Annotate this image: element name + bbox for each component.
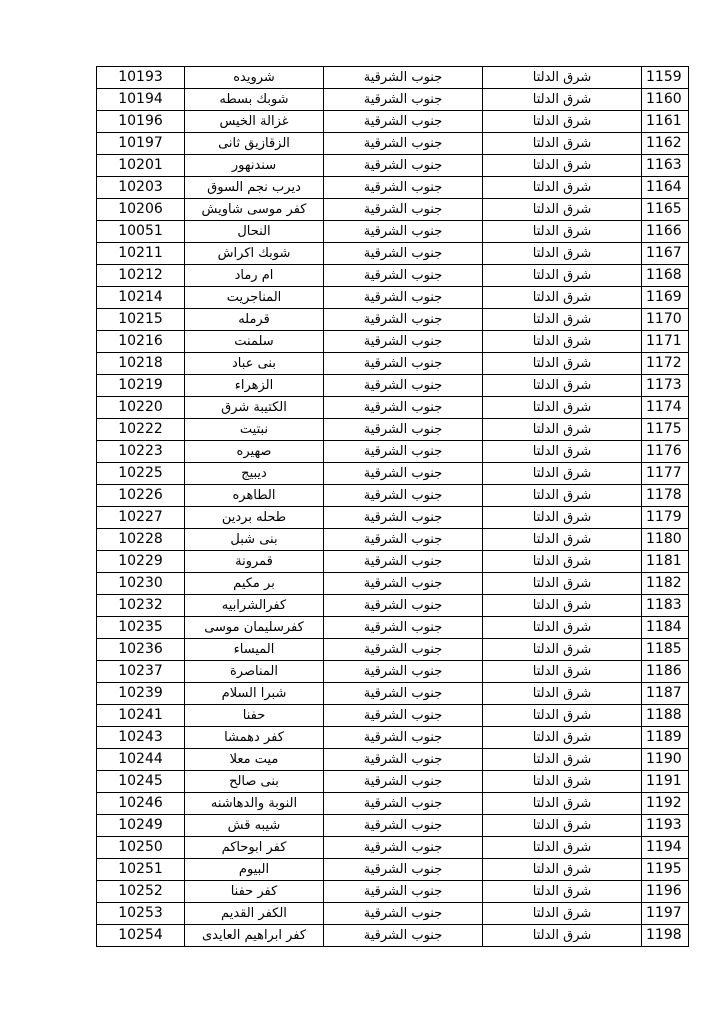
zone-cell: جنوب الشرقية <box>324 903 483 925</box>
table-row <box>97 265 689 287</box>
code-cell: 10218 <box>97 353 185 375</box>
table-row <box>97 837 689 859</box>
row-number-cell: 1191 <box>642 771 689 793</box>
zone-cell: جنوب الشرقية <box>324 133 483 155</box>
zone-cell: جنوب الشرقية <box>324 221 483 243</box>
code-cell: 10219 <box>97 375 185 397</box>
place-name-cell: كفر حفنا <box>185 881 324 903</box>
place-name-cell: حفنا <box>185 705 324 727</box>
place-name-cell: ام رماد <box>185 265 324 287</box>
place-name-cell: الزقازيق ثانى <box>185 133 324 155</box>
zone-cell: جنوب الشرقية <box>324 705 483 727</box>
zone-cell: جنوب الشرقية <box>324 617 483 639</box>
row-number-cell: 1193 <box>642 815 689 837</box>
table-row <box>97 881 689 903</box>
place-name-cell: بنى شبل <box>185 529 324 551</box>
code-cell: 10253 <box>97 903 185 925</box>
table-row <box>97 221 689 243</box>
row-number-cell: 1196 <box>642 881 689 903</box>
code-cell: 10051 <box>97 221 185 243</box>
region-cell: شرق الدلتا <box>483 815 642 837</box>
code-cell: 10232 <box>97 595 185 617</box>
row-number-cell: 1186 <box>642 661 689 683</box>
zone-cell: جنوب الشرقية <box>324 287 483 309</box>
region-cell: شرق الدلتا <box>483 507 642 529</box>
zone-cell: جنوب الشرقية <box>324 419 483 441</box>
region-cell: شرق الدلتا <box>483 529 642 551</box>
zone-cell: جنوب الشرقية <box>324 815 483 837</box>
row-number-cell: 1165 <box>642 199 689 221</box>
table-row <box>97 441 689 463</box>
place-name-cell: قرمله <box>185 309 324 331</box>
table-row <box>97 749 689 771</box>
place-name-cell: المناصرة <box>185 661 324 683</box>
row-number-cell: 1195 <box>642 859 689 881</box>
region-cell: شرق الدلتا <box>483 243 642 265</box>
zone-cell: جنوب الشرقية <box>324 111 483 133</box>
row-number-cell: 1181 <box>642 551 689 573</box>
table-row <box>97 463 689 485</box>
zone-cell: جنوب الشرقية <box>324 727 483 749</box>
region-cell: شرق الدلتا <box>483 111 642 133</box>
table-row <box>97 815 689 837</box>
place-name-cell: ميت معلا <box>185 749 324 771</box>
place-name-cell: شبرا السلام <box>185 683 324 705</box>
zone-cell: جنوب الشرقية <box>324 573 483 595</box>
data-table <box>96 66 689 947</box>
table-row <box>97 727 689 749</box>
region-cell: شرق الدلتا <box>483 353 642 375</box>
code-cell: 10235 <box>97 617 185 639</box>
table-row <box>97 353 689 375</box>
code-cell: 10216 <box>97 331 185 353</box>
code-cell: 10212 <box>97 265 185 287</box>
place-name-cell: شرويده <box>185 67 324 89</box>
zone-cell: جنوب الشرقية <box>324 683 483 705</box>
row-number-cell: 1188 <box>642 705 689 727</box>
table-row <box>97 331 689 353</box>
zone-cell: جنوب الشرقية <box>324 309 483 331</box>
zone-cell: جنوب الشرقية <box>324 397 483 419</box>
zone-cell: جنوب الشرقية <box>324 529 483 551</box>
code-cell: 10197 <box>97 133 185 155</box>
place-name-cell: الميساء <box>185 639 324 661</box>
region-cell: شرق الدلتا <box>483 661 642 683</box>
place-name-cell: بر مكيم <box>185 573 324 595</box>
zone-cell: جنوب الشرقية <box>324 67 483 89</box>
region-cell: شرق الدلتا <box>483 177 642 199</box>
code-cell: 10214 <box>97 287 185 309</box>
zone-cell: جنوب الشرقية <box>324 837 483 859</box>
row-number-cell: 1163 <box>642 155 689 177</box>
table-row <box>97 529 689 551</box>
zone-cell: جنوب الشرقية <box>324 507 483 529</box>
region-cell: شرق الدلتا <box>483 837 642 859</box>
table-row <box>97 111 689 133</box>
place-name-cell: الطاهره <box>185 485 324 507</box>
region-cell: شرق الدلتا <box>483 595 642 617</box>
row-number-cell: 1172 <box>642 353 689 375</box>
place-name-cell: بنى صالح <box>185 771 324 793</box>
code-cell: 10251 <box>97 859 185 881</box>
table-row <box>97 199 689 221</box>
row-number-cell: 1173 <box>642 375 689 397</box>
row-number-cell: 1167 <box>642 243 689 265</box>
table-row <box>97 573 689 595</box>
table-row <box>97 67 689 89</box>
code-cell: 10250 <box>97 837 185 859</box>
code-cell: 10237 <box>97 661 185 683</box>
region-cell: شرق الدلتا <box>483 551 642 573</box>
region-cell: شرق الدلتا <box>483 617 642 639</box>
place-name-cell: كفر دهمشا <box>185 727 324 749</box>
table-row <box>97 309 689 331</box>
region-cell: شرق الدلتا <box>483 221 642 243</box>
code-cell: 10254 <box>97 925 185 947</box>
table-row <box>97 617 689 639</box>
region-cell: شرق الدلتا <box>483 727 642 749</box>
row-number-cell: 1183 <box>642 595 689 617</box>
code-cell: 10203 <box>97 177 185 199</box>
table-row <box>97 243 689 265</box>
zone-cell: جنوب الشرقية <box>324 771 483 793</box>
row-number-cell: 1177 <box>642 463 689 485</box>
code-cell: 10228 <box>97 529 185 551</box>
place-name-cell: كفرسليمان موسى <box>185 617 324 639</box>
code-cell: 10196 <box>97 111 185 133</box>
row-number-cell: 1171 <box>642 331 689 353</box>
code-cell: 10227 <box>97 507 185 529</box>
region-cell: شرق الدلتا <box>483 639 642 661</box>
zone-cell: جنوب الشرقية <box>324 463 483 485</box>
code-cell: 10194 <box>97 89 185 111</box>
zone-cell: جنوب الشرقية <box>324 353 483 375</box>
zone-cell: جنوب الشرقية <box>324 177 483 199</box>
table-row <box>97 177 689 199</box>
region-cell: شرق الدلتا <box>483 881 642 903</box>
place-name-cell: كفر موسى شاويش <box>185 199 324 221</box>
code-cell: 10223 <box>97 441 185 463</box>
table-row <box>97 419 689 441</box>
row-number-cell: 1192 <box>642 793 689 815</box>
code-cell: 10229 <box>97 551 185 573</box>
table-row <box>97 859 689 881</box>
place-name-cell: نبتيت <box>185 419 324 441</box>
row-number-cell: 1170 <box>642 309 689 331</box>
region-cell: شرق الدلتا <box>483 265 642 287</box>
zone-cell: جنوب الشرقية <box>324 639 483 661</box>
row-number-cell: 1161 <box>642 111 689 133</box>
region-cell: شرق الدلتا <box>483 89 642 111</box>
row-number-cell: 1185 <box>642 639 689 661</box>
place-name-cell: البيوم <box>185 859 324 881</box>
row-number-cell: 1169 <box>642 287 689 309</box>
zone-cell: جنوب الشرقية <box>324 551 483 573</box>
zone-cell: جنوب الشرقية <box>324 881 483 903</box>
zone-cell: جنوب الشرقية <box>324 793 483 815</box>
region-cell: شرق الدلتا <box>483 485 642 507</box>
code-cell: 10241 <box>97 705 185 727</box>
region-cell: شرق الدلتا <box>483 749 642 771</box>
code-cell: 10226 <box>97 485 185 507</box>
table-row <box>97 903 689 925</box>
place-name-cell: سلمنت <box>185 331 324 353</box>
table-row <box>97 925 689 947</box>
region-cell: شرق الدلتا <box>483 67 642 89</box>
region-cell: شرق الدلتا <box>483 287 642 309</box>
row-number-cell: 1190 <box>642 749 689 771</box>
row-number-cell: 1182 <box>642 573 689 595</box>
row-number-cell: 1198 <box>642 925 689 947</box>
zone-cell: جنوب الشرقية <box>324 89 483 111</box>
row-number-cell: 1189 <box>642 727 689 749</box>
zone-cell: جنوب الشرقية <box>324 859 483 881</box>
region-cell: شرق الدلتا <box>483 419 642 441</box>
region-cell: شرق الدلتا <box>483 683 642 705</box>
zone-cell: جنوب الشرقية <box>324 661 483 683</box>
zone-cell: جنوب الشرقية <box>324 485 483 507</box>
zone-cell: جنوب الشرقية <box>324 243 483 265</box>
zone-cell: جنوب الشرقية <box>324 265 483 287</box>
place-name-cell: النوبة والدهاشنه <box>185 793 324 815</box>
table-row <box>97 485 689 507</box>
region-cell: شرق الدلتا <box>483 573 642 595</box>
table-row <box>97 397 689 419</box>
code-cell: 10252 <box>97 881 185 903</box>
zone-cell: جنوب الشرقية <box>324 925 483 947</box>
code-cell: 10215 <box>97 309 185 331</box>
table-row <box>97 639 689 661</box>
row-number-cell: 1162 <box>642 133 689 155</box>
row-number-cell: 1159 <box>642 67 689 89</box>
table-row <box>97 375 689 397</box>
place-name-cell: الكفر القديم <box>185 903 324 925</box>
place-name-cell: النحال <box>185 221 324 243</box>
row-number-cell: 1164 <box>642 177 689 199</box>
zone-cell: جنوب الشرقية <box>324 155 483 177</box>
place-name-cell: كفر ابراهيم العايدى <box>185 925 324 947</box>
row-number-cell: 1178 <box>642 485 689 507</box>
zone-cell: جنوب الشرقية <box>324 441 483 463</box>
row-number-cell: 1168 <box>642 265 689 287</box>
place-name-cell: سندنهور <box>185 155 324 177</box>
table-row <box>97 793 689 815</box>
place-name-cell: كفرالشرابيه <box>185 595 324 617</box>
code-cell: 10201 <box>97 155 185 177</box>
code-cell: 10211 <box>97 243 185 265</box>
region-cell: شرق الدلتا <box>483 155 642 177</box>
code-cell: 10239 <box>97 683 185 705</box>
code-cell: 10246 <box>97 793 185 815</box>
table-row <box>97 507 689 529</box>
place-name-cell: غزالة الخيس <box>185 111 324 133</box>
place-name-cell: صهيره <box>185 441 324 463</box>
region-cell: شرق الدلتا <box>483 375 642 397</box>
zone-cell: جنوب الشرقية <box>324 331 483 353</box>
region-cell: شرق الدلتا <box>483 925 642 947</box>
code-cell: 10244 <box>97 749 185 771</box>
row-number-cell: 1166 <box>642 221 689 243</box>
place-name-cell: بنى عباد <box>185 353 324 375</box>
zone-cell: جنوب الشرقية <box>324 749 483 771</box>
row-number-cell: 1194 <box>642 837 689 859</box>
row-number-cell: 1187 <box>642 683 689 705</box>
region-cell: شرق الدلتا <box>483 903 642 925</box>
table-row <box>97 155 689 177</box>
place-name-cell: شوبك اكراش <box>185 243 324 265</box>
region-cell: شرق الدلتا <box>483 397 642 419</box>
region-cell: شرق الدلتا <box>483 441 642 463</box>
place-name-cell: شيبه قش <box>185 815 324 837</box>
code-cell: 10225 <box>97 463 185 485</box>
region-cell: شرق الدلتا <box>483 331 642 353</box>
region-cell: شرق الدلتا <box>483 133 642 155</box>
region-cell: شرق الدلتا <box>483 463 642 485</box>
code-cell: 10230 <box>97 573 185 595</box>
table-row <box>97 89 689 111</box>
code-cell: 10193 <box>97 67 185 89</box>
place-name-cell: الكتيبة شرق <box>185 397 324 419</box>
place-name-cell: المناجريت <box>185 287 324 309</box>
row-number-cell: 1197 <box>642 903 689 925</box>
place-name-cell: قمرونة <box>185 551 324 573</box>
region-cell: شرق الدلتا <box>483 771 642 793</box>
place-name-cell: الزهراء <box>185 375 324 397</box>
row-number-cell: 1184 <box>642 617 689 639</box>
place-name-cell: طحله بردين <box>185 507 324 529</box>
table-row <box>97 683 689 705</box>
code-cell: 10245 <box>97 771 185 793</box>
region-cell: شرق الدلتا <box>483 793 642 815</box>
table-body <box>97 67 689 947</box>
code-cell: 10243 <box>97 727 185 749</box>
table-row <box>97 133 689 155</box>
table-row <box>97 595 689 617</box>
code-cell: 10206 <box>97 199 185 221</box>
row-number-cell: 1160 <box>642 89 689 111</box>
place-name-cell: ديرب نجم السوق <box>185 177 324 199</box>
region-cell: شرق الدلتا <box>483 309 642 331</box>
row-number-cell: 1174 <box>642 397 689 419</box>
zone-cell: جنوب الشرقية <box>324 199 483 221</box>
table-row <box>97 287 689 309</box>
row-number-cell: 1179 <box>642 507 689 529</box>
table-row <box>97 661 689 683</box>
place-name-cell: كفر ابوحاكم <box>185 837 324 859</box>
zone-cell: جنوب الشرقية <box>324 375 483 397</box>
row-number-cell: 1176 <box>642 441 689 463</box>
region-cell: شرق الدلتا <box>483 705 642 727</box>
code-cell: 10222 <box>97 419 185 441</box>
row-number-cell: 1180 <box>642 529 689 551</box>
code-cell: 10249 <box>97 815 185 837</box>
code-cell: 10220 <box>97 397 185 419</box>
zone-cell: جنوب الشرقية <box>324 595 483 617</box>
region-cell: شرق الدلتا <box>483 199 642 221</box>
row-number-cell: 1175 <box>642 419 689 441</box>
code-cell: 10236 <box>97 639 185 661</box>
table-row <box>97 771 689 793</box>
place-name-cell: شوبك بسطه <box>185 89 324 111</box>
place-name-cell: ديبيج <box>185 463 324 485</box>
region-cell: شرق الدلتا <box>483 859 642 881</box>
table-row <box>97 705 689 727</box>
table-row <box>97 551 689 573</box>
